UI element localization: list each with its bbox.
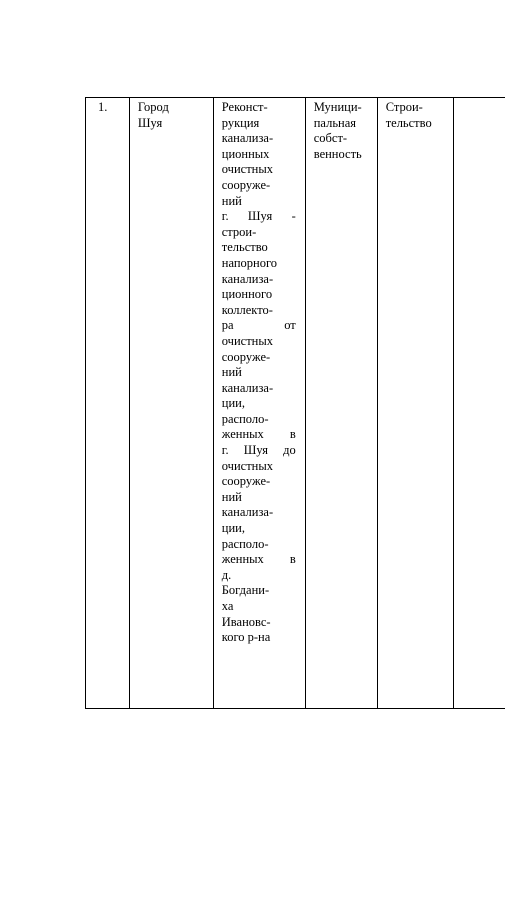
text-line: очистных (221, 333, 274, 348)
text-line: Муници- (313, 100, 362, 114)
text-line: строи- (221, 224, 257, 239)
text-line: ционных (221, 146, 270, 161)
text-line: Ивановс- (221, 614, 271, 629)
text-line: пальная (313, 115, 357, 130)
table-row (86, 98, 505, 709)
text-line: венность (313, 146, 362, 161)
ownership-text (314, 100, 371, 162)
text-line: сооруже- (221, 474, 271, 489)
text-line: г. Шуя до (221, 443, 296, 458)
text-line: канализа- (221, 505, 274, 520)
ownership-cell (305, 98, 377, 709)
text-line: очистных (221, 458, 274, 473)
text-line: ний (221, 489, 242, 504)
text-line: рукция (221, 115, 260, 130)
text-line: Богдани- (221, 583, 270, 598)
text-line: сооруже- (221, 177, 271, 192)
location-text (138, 100, 207, 131)
text-line: располо- (221, 536, 269, 551)
extra-cell (453, 98, 505, 709)
work-type-text (386, 100, 447, 131)
description-cell (213, 98, 305, 709)
location-cell (129, 98, 213, 709)
text-line: напорного (221, 255, 278, 270)
text-line: канализа- (221, 271, 274, 286)
text-line: канализа- (221, 131, 274, 146)
text-line: очистных (221, 162, 274, 177)
text-line: Строи- (385, 100, 423, 114)
text-line: коллекто- (221, 302, 273, 317)
text-line: д. (221, 567, 232, 582)
text-line: тельство (221, 240, 268, 255)
text-line: сооруже- (221, 349, 271, 364)
text-line: кого р-на (221, 630, 271, 645)
text-line: ра от (221, 318, 296, 333)
text-line: Город (137, 100, 169, 114)
text-line: канализа- (221, 380, 274, 395)
text-line: г. Шуя - (221, 209, 296, 224)
text-line: ционного (221, 287, 273, 302)
description-text (222, 100, 299, 646)
text-line: женных в (221, 427, 296, 442)
text-line: ний (221, 193, 242, 208)
row-number: 1. (98, 100, 108, 114)
text-line: ции, (221, 521, 245, 536)
text-line: располо- (221, 411, 269, 426)
document-table (85, 97, 505, 709)
work-type-cell (377, 98, 453, 709)
text-line: ха (221, 599, 234, 613)
text-line: ний (221, 365, 242, 380)
row-number-cell (86, 98, 130, 709)
text-line: Шуя (137, 115, 163, 130)
text-line: Реконст- (221, 100, 268, 114)
text-line: тельство (385, 115, 432, 130)
text-line: ции, (221, 396, 245, 411)
text-line: женных в (221, 552, 296, 567)
text-line: собст- (313, 131, 348, 146)
